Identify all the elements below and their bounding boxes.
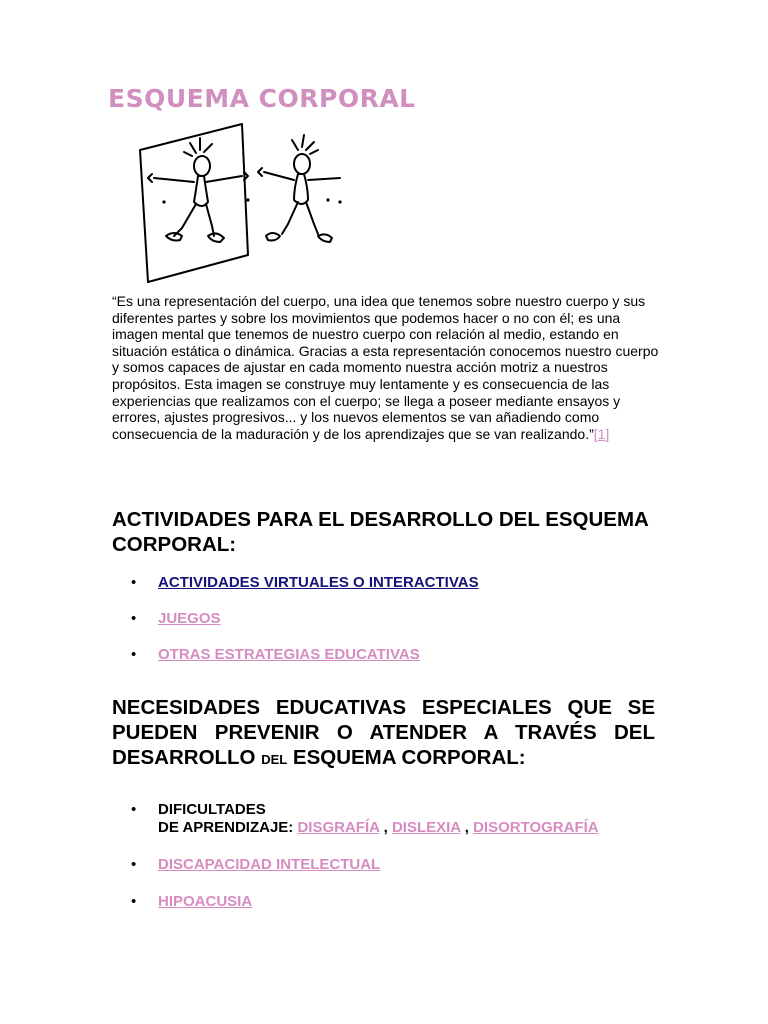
link-discapacidad-intelectual[interactable]: DISCAPACIDAD INTELECTUAL — [158, 856, 381, 873]
quote-paragraph — [112, 293, 662, 442]
link-otras-estrategias[interactable]: OTRAS ESTRATEGIAS EDUCATIVAS — [158, 646, 420, 663]
link-disgrafia[interactable]: DISGRAFÍA — [297, 819, 380, 836]
necesidades-heading-small: DEL — [261, 752, 288, 767]
page-title: ESQUEMA CORPORAL — [108, 84, 416, 113]
necesidades-list — [112, 801, 599, 930]
necesidades-heading-text: NECESIDADES EDUCATIVAS ESPECIALES QUE SE PUEDEN PREVENIR O ATENDER A TRAVÉS DEL DESARROLLO — [112, 696, 655, 769]
list-item — [112, 646, 479, 682]
list-item — [112, 893, 599, 911]
dificultades-label: DIFICULTADES — [158, 801, 266, 818]
link-dislexia[interactable]: DISLEXIA — [391, 819, 461, 836]
quote-text: “Es una representación del cuerpo, una idea que tenemos sobre nuestro cuerpo y sus diferentes partes y sobre los movimientos que podemos hacer o no con él; es una imagen mental que tenemos de nuestro cuerpo con relación al medio, estando en situación estática o dinámica. Gracias a esta representación conocemos nuestro cuerpo y somos capaces de ajustar en cada momento nuestra acción motriz a nuestros propósitos. Esta imagen se construye muy lentamente y es consecuencia de las experiencias que realizamos con el cuerpo; se llega a poseer mediante ensayos y errores, ajustes progresivos... y los nuevos elementos se van añadiendo como consecuencia de la maduración y de los aprendizajes que se van realizando.” — [112, 293, 659, 442]
mirror-stick-figures-illustration — [130, 120, 360, 285]
link-hipoacusia[interactable]: HIPOACUSIA — [158, 893, 253, 910]
separator: , — [383, 819, 388, 836]
list-item — [112, 801, 599, 837]
list-item — [112, 574, 479, 610]
link-juegos[interactable]: JUEGOS — [158, 610, 221, 627]
separator: , — [464, 819, 469, 836]
link-disortografia[interactable]: DISORTOGRAFÍA — [473, 819, 599, 836]
link-actividades-virtuales[interactable]: ACTIVIDADES VIRTUALES O INTERACTIVAS — [158, 574, 479, 591]
list-item — [112, 610, 479, 646]
necesidades-heading — [112, 695, 655, 772]
footnote-link[interactable]: [1] — [593, 425, 610, 442]
list-item — [112, 856, 599, 874]
actividades-heading: ACTIVIDADES PARA EL DESARROLLO DEL ESQUEMA CORPORAL: — [112, 508, 649, 556]
dificultades-label-2: DE APRENDIZAJE: — [158, 819, 294, 836]
actividades-list — [112, 574, 479, 682]
necesidades-heading-text-end: ESQUEMA CORPORAL: — [287, 746, 526, 769]
